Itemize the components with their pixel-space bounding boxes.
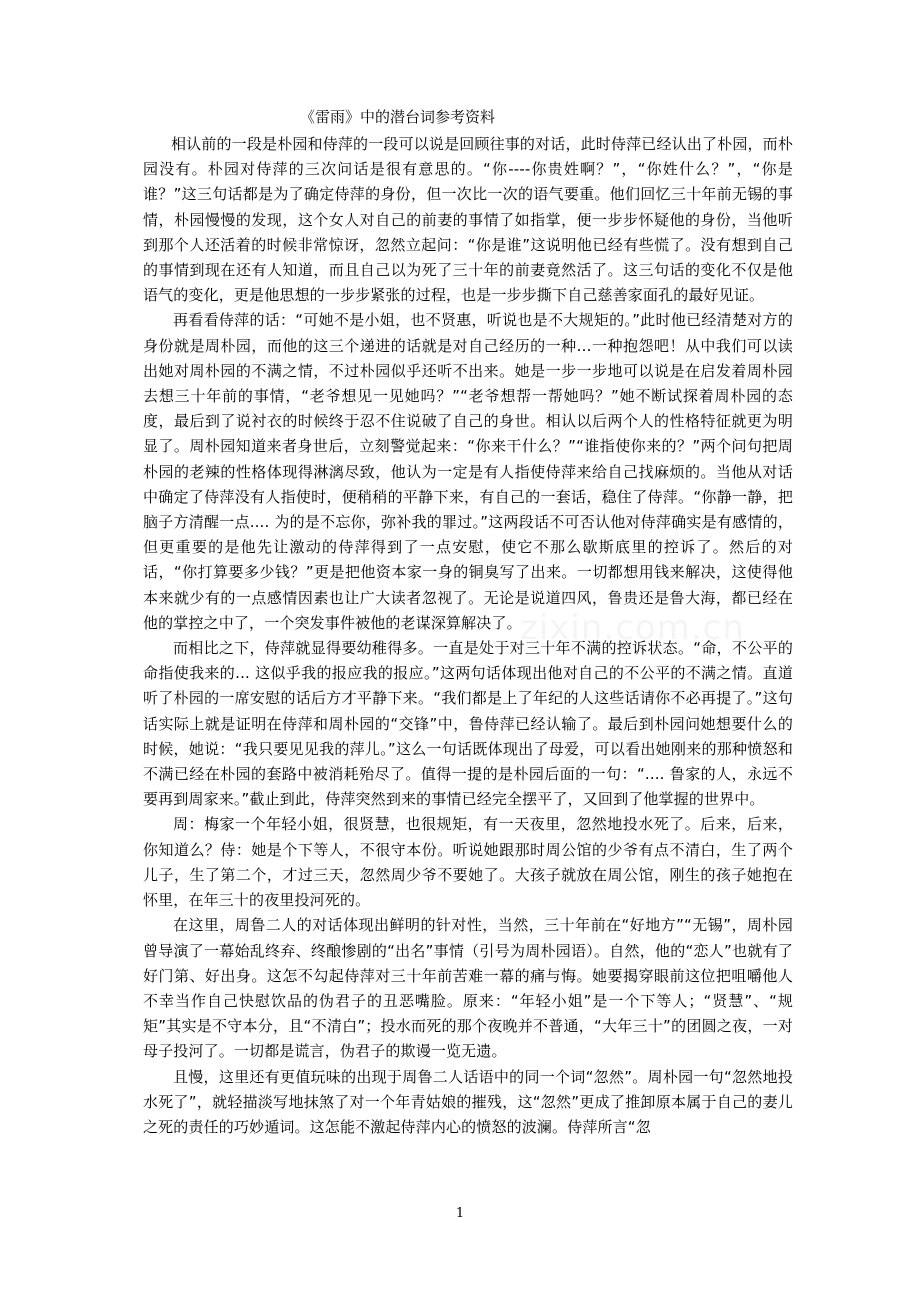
paragraph: 再看看侍萍的话：“可她不是小姐，也不贤惠，听说也是不大规矩的。”此时他已经清楚对方的身份就是周朴园，而他的这三个递进的话就是对自己经历的一种…一种抱怨吧！从中我们可以读出她对周朴园的不满之情，不过朴园似乎还听不出来。她是一步一步地可以说是在启发着周朴园去想三十年前的事情，“老爷想见一见她吗？”“老爷想帮一帮她吗？”她不断试探着周朴园的态度，最后到了说衬衣的时候终于忍不住说破了自己的身世。相认以后两个人的性格特征就更为明显了。周朴园知道来者身世后，立刻警觉起来：“你来干什么？”“谁指使你来的？”两个问句把周朴园的老辣的性格体现得淋漓尽致，他认为一定是有人指使侍萍来给自己找麻烦的。当他从对话中确定了侍萍没有人指使时，便稍稍的平静下来，有自己的一套话，稳住了侍萍。“你静一静，把脑子方清醒一点.... 为的是不忘你，弥补我的罪过。”这两段话不可否认他对侍萍确实是有感情的，但更重要的是他先让激动的侍萍得到了一点安慰，使它不那么歇斯底里的控诉了。然后的对话，“你打算要多少钱？”更是把他资本家一身的铜臭写了出来。一切都想用钱来解决，这使得他本来就少有的一点感情因素也让广大读者忽视了。无论是说道四风，鲁贵还是鲁大海，都已经在他的掌控之中了，一个突发事件被他的老谋深算解决了。 [143, 311, 793, 632]
paragraph: 在这里，周鲁二人的对话体现出鲜明的针对性，当然，三十年前在“好地方”“无锡”，周朴园曾导演了一幕始乱终弃、终酿惨剧的“出名”事情（引号为周朴园语）。自然，他的“恋人”也就有了好门第、好出身。这怎不勾起侍萍对三十年前苦难一幕的痛与悔。她要揭穿眼前这位把咀嚼他人不幸当作自己快慰饮品的伪君子的丑恶嘴脸。原来：“年轻小姐”是一个下等人；“贤慧”、“规矩”其实是不守本分，且“不清白”；投水而死的那个夜晚并不普通，“大年三十”的团圆之夜，一对母子投河了。一切都是谎言，伪君子的欺谩一览无遗。 [143, 916, 793, 1061]
paragraph: 且慢，这里还有更值玩味的出现于周鲁二人话语中的同一个词“忽然”。周朴园一句“忽然地投水死了”，就轻描淡写地抹煞了对一个年青姑娘的摧残，这“忽然”更成了推卸原本属于自己的妻儿之死的责任的巧妙遁词。这怎能不激起侍萍内心的愤怒的波澜。侍萍所言“忽 [143, 1067, 793, 1136]
watermark-text [520, 608, 745, 648]
paragraph: 周：梅家一个年轻小姐，很贤慧，也很规矩，有一天夜里，忽然地投水死了。后来，后来，你知道么？侍：她是个下等人，不很守本份。听说她跟那时周公馆的少爷有点不清白，生了两个儿子，生了第二个，才过三天，忽然周少爷不要她了。大孩子就放在周公馆，刚生的孩子她抱在怀里，在年三十的夜里投河死的。 [143, 815, 793, 910]
paragraph: 相认前的一段是朴园和侍萍的一段可以说是回顾往事的对话，此时侍萍已经认出了朴园，而朴园没有。朴园对侍萍的三次问话是很有意思的。“你----你贵姓啊？”，“你姓什么？”，“你是谁？”这三句话都是为了确定侍萍的身份，但一次比一次的语气要重。他们回忆三十年前无锡的事情，朴园慢慢的发现，这个女人对自己的前妻的事情了如指掌，便一步步怀疑他的身份，当他听到那个人还活着的时候非常惊讶，忽然立起问：“你是谁”这说明他已经有些慌了。没有想到自己的事情到现在还有人知道，而且自己以为死了三十年的前妻竟然活了。这三句话的变化不仅是他语气的变化，更是他思想的一步步紧张的过程，也是一步步撕下自己慈善家面孔的最好见证。 [143, 135, 793, 305]
document-title: 《雷雨》中的潜台词参考资料 [300, 108, 496, 126]
page-number: 1 [455, 1206, 465, 1221]
paragraph: 而相比之下，侍萍就显得要幼稚得多。一直是处于对三十年不满的控诉状态。“命，不公平的命指使我来的... 这似乎我的报应我的报应。”这两句话体现出他对自己的不公平的不满之情。直道听了朴园的一席安慰的话后方才平静下来。“我们都是上了年纪的人这些话请你不必再提了。”这句话实际上就是证明在侍萍和周朴园的“交锋”中，鲁侍萍已经认输了。最后到朴园问她想要什么的时候，她说：“我只要见见我的萍儿。”这么一句话既体现出了母爱，可以看出她刚来的那种愤怒和不满已经在朴园的套路中被消耗殆尽了。值得一提的是朴园后面的一句：“.... 鲁家的人，永远不要再到周家来。”截止到此，侍萍突然到来的事情已经完全摆平了，又回到了他掌握的世界中。 [143, 639, 793, 809]
